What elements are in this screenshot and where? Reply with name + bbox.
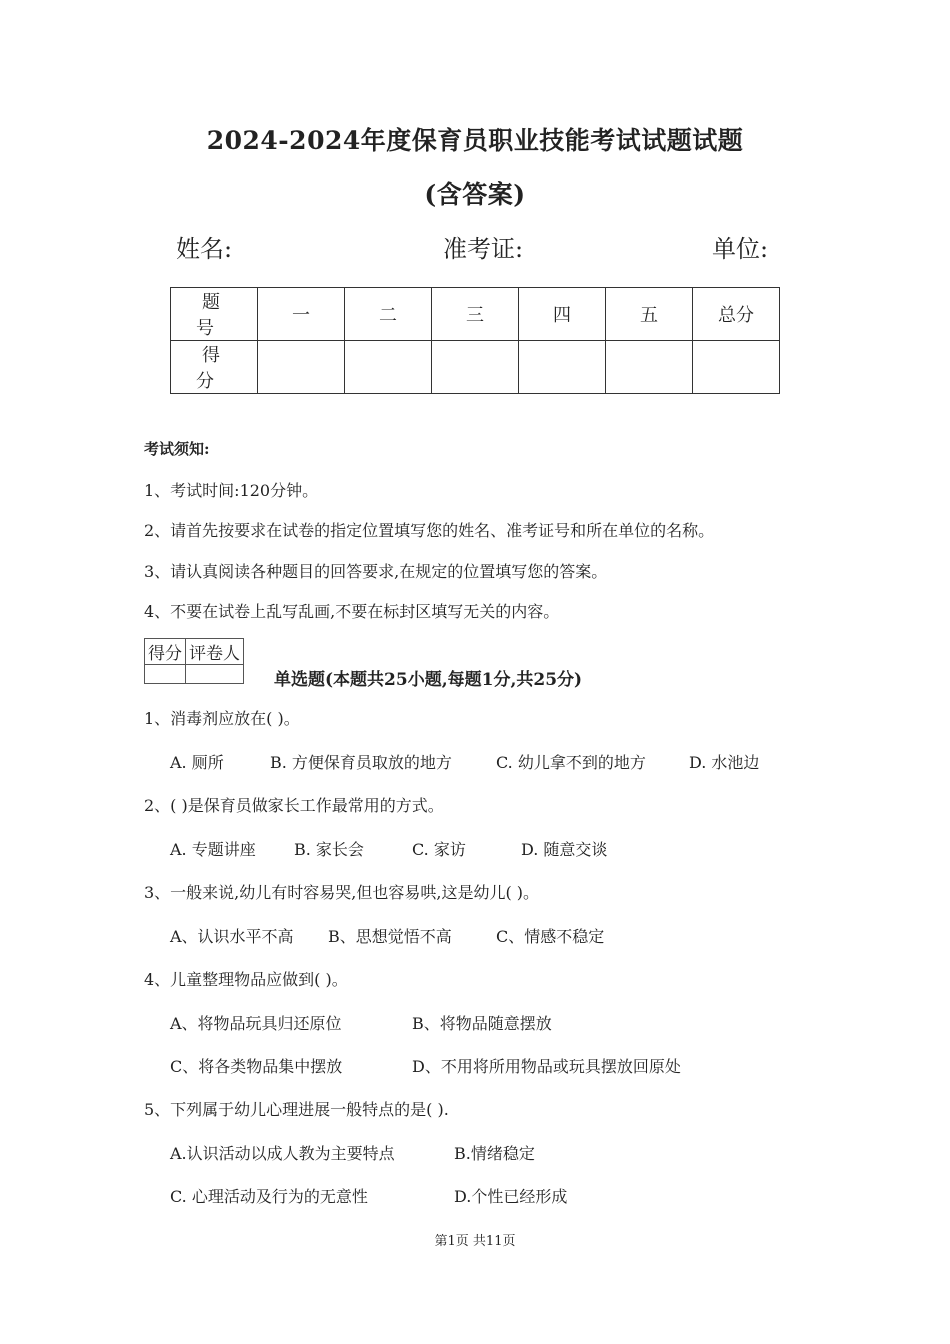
- notice-item: 4、不要在试卷上乱写乱画,不要在标封区填写无关的内容。: [144, 602, 560, 621]
- question-stem: 3、一般来说,幼儿有时容易哭,但也容易哄,这是幼儿( )。: [144, 883, 540, 902]
- question-option[interactable]: D、不用将所用物品或玩具摆放回原处: [412, 1057, 681, 1076]
- score-cell[interactable]: [693, 341, 780, 394]
- notice-item: 1、考试时间:120分钟。: [144, 481, 319, 500]
- score-table-header-cell: 五: [606, 288, 693, 341]
- name-label: 姓名:: [176, 235, 233, 263]
- grader-score-label: 得分: [145, 639, 186, 665]
- exam-id-label: 准考证:: [443, 235, 524, 263]
- question-stem: 2、( )是保育员做家长工作最常用的方式。: [144, 796, 444, 815]
- question-stem: 1、消毒剂应放在( )。: [144, 709, 300, 728]
- question-option[interactable]: A. 专题讲座: [170, 840, 256, 859]
- notice-item: 2、请首先按要求在试卷的指定位置填写您的姓名、准考证号和所在单位的名称。: [144, 521, 715, 540]
- grader-box-input-row: [145, 665, 244, 684]
- score-cell[interactable]: [432, 341, 519, 394]
- notice-heading: 考试须知:: [144, 440, 210, 458]
- page-footer: 第1页 共11页: [434, 1234, 516, 1249]
- score-table-header-cell: 三: [432, 288, 519, 341]
- question-option[interactable]: D.个性已经形成: [454, 1187, 568, 1206]
- score-table-header-row: [171, 288, 780, 341]
- score-table-header-cell: 题 号: [171, 288, 258, 341]
- notice-item: 3、请认真阅读各种题目的回答要求,在规定的位置填写您的答案。: [144, 562, 608, 581]
- score-table-header-cell: 总分: [693, 288, 780, 341]
- question-option[interactable]: C. 幼儿拿不到的地方: [496, 753, 646, 772]
- question-stem: 5、下列属于幼儿心理进展一般特点的是( ).: [144, 1100, 449, 1119]
- question-option[interactable]: C、情感不稳定: [496, 927, 605, 946]
- score-table: [170, 287, 780, 394]
- score-cell[interactable]: [258, 341, 345, 394]
- question-option[interactable]: D. 水池边: [689, 753, 760, 772]
- section-title: 单选题(本题共25小题,每题1分,共25分): [274, 670, 583, 690]
- question-option[interactable]: A、将物品玩具归还原位: [170, 1014, 342, 1033]
- grader-name-label: 评卷人: [186, 639, 244, 665]
- question-option[interactable]: B. 方便保育员取放的地方: [270, 753, 452, 772]
- document-title: 2024-2024年度保育员职业技能考试试题试题: [206, 126, 744, 155]
- grader-box-header-row: [145, 639, 244, 665]
- score-table-header-cell: 一: [258, 288, 345, 341]
- question-option[interactable]: B.情绪稳定: [454, 1144, 535, 1163]
- grader-score-cell[interactable]: [145, 665, 186, 684]
- score-table-header-cell: 四: [519, 288, 606, 341]
- score-cell[interactable]: [345, 341, 432, 394]
- grader-name-cell[interactable]: [186, 665, 244, 684]
- question-option[interactable]: C、将各类物品集中摆放: [170, 1057, 343, 1076]
- question-stem: 4、儿童整理物品应做到( )。: [144, 970, 348, 989]
- unit-label: 单位:: [712, 235, 769, 263]
- question-option[interactable]: A.认识活动以成人教为主要特点: [170, 1144, 395, 1163]
- question-option[interactable]: B. 家长会: [294, 840, 364, 859]
- score-cell[interactable]: [519, 341, 606, 394]
- question-option[interactable]: D. 随意交谈: [521, 840, 608, 859]
- question-option[interactable]: B、思想觉悟不高: [328, 927, 452, 946]
- question-option[interactable]: C. 家访: [412, 840, 466, 859]
- score-table-score-row: [171, 341, 780, 394]
- question-option[interactable]: C. 心理活动及行为的无意性: [170, 1187, 368, 1206]
- document-subtitle: (含答案): [424, 180, 526, 209]
- question-option[interactable]: A. 厕所: [170, 753, 224, 772]
- score-row-label: 得 分: [171, 341, 258, 394]
- grader-box: [144, 638, 244, 684]
- question-option[interactable]: A、认识水平不高: [170, 927, 294, 946]
- score-table-header-cell: 二: [345, 288, 432, 341]
- question-option[interactable]: B、将物品随意摆放: [412, 1014, 552, 1033]
- score-cell[interactable]: [606, 341, 693, 394]
